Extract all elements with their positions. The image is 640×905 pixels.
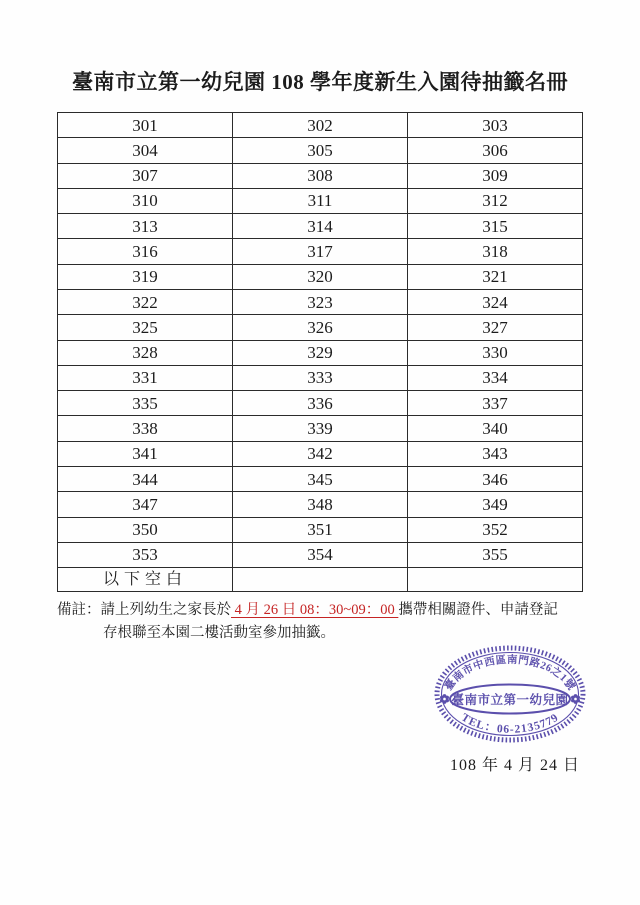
table-cell: 346 <box>408 466 583 491</box>
lottery-table-body <box>58 113 583 592</box>
table-cell: 353 <box>58 542 233 567</box>
table-cell: 340 <box>408 416 583 441</box>
table-cell <box>233 568 408 592</box>
table-cell: 304 <box>58 138 233 163</box>
table-cell: 以下空白 <box>58 568 233 592</box>
table-cell: 348 <box>233 492 408 517</box>
table-cell: 320 <box>233 264 408 289</box>
table-cell: 325 <box>58 315 233 340</box>
table-cell: 318 <box>408 239 583 264</box>
stamp-tel-text: TEL：06-2135779 <box>458 711 562 736</box>
note-line-1 <box>57 599 617 622</box>
note-line-2: 存根聯至本園二樓活動室參加抽籤。 <box>103 624 335 641</box>
table-cell: 322 <box>58 289 233 314</box>
table-cell: 351 <box>233 517 408 542</box>
stamp-address-text: 臺南市中西區南門路26之1號 <box>443 654 577 693</box>
table-row <box>58 441 583 466</box>
table-cell: 338 <box>58 416 233 441</box>
table-cell: 331 <box>58 365 233 390</box>
table-cell: 311 <box>233 188 408 213</box>
table-row <box>58 466 583 491</box>
table-cell: 347 <box>58 492 233 517</box>
table-cell: 301 <box>58 113 233 138</box>
table-cell: 339 <box>233 416 408 441</box>
table-cell: 337 <box>408 391 583 416</box>
table-row <box>58 163 583 188</box>
table-cell: 312 <box>408 188 583 213</box>
table-row <box>58 391 583 416</box>
table-cell <box>408 568 583 592</box>
table-row <box>58 138 583 163</box>
table-cell: 316 <box>58 239 233 264</box>
page-title: 臺南市立第一幼兒園 108 學年度新生入園待抽籤名冊 <box>72 70 568 94</box>
table-cell: 354 <box>233 542 408 567</box>
table-row <box>58 568 583 592</box>
table-cell: 335 <box>58 391 233 416</box>
table-cell: 302 <box>233 113 408 138</box>
table-cell: 341 <box>58 441 233 466</box>
table-cell: 334 <box>408 365 583 390</box>
table-cell: 350 <box>58 517 233 542</box>
table-cell: 345 <box>233 466 408 491</box>
note-label: 備註： <box>57 602 101 618</box>
table-cell: 307 <box>58 163 233 188</box>
table-cell: 315 <box>408 214 583 239</box>
svg-text:TEL：06-2135779 <box>459 711 561 735</box>
table-row <box>58 340 583 365</box>
table-row <box>58 416 583 441</box>
table-cell: 349 <box>408 492 583 517</box>
table-row <box>58 289 583 314</box>
table-cell: 333 <box>233 365 408 390</box>
table-cell: 323 <box>233 289 408 314</box>
table-cell: 303 <box>408 113 583 138</box>
table-cell: 327 <box>408 315 583 340</box>
lottery-number-table <box>57 112 583 592</box>
table-row <box>58 542 583 567</box>
table-cell: 309 <box>408 163 583 188</box>
table-cell: 342 <box>233 441 408 466</box>
table-cell: 317 <box>233 239 408 264</box>
table-cell: 326 <box>233 315 408 340</box>
table-row <box>58 113 583 138</box>
stamp-name-text: 臺南市立第一幼兒園 <box>451 692 569 707</box>
table-cell: 343 <box>408 441 583 466</box>
table-cell: 313 <box>58 214 233 239</box>
table-row <box>58 214 583 239</box>
table-cell: 306 <box>408 138 583 163</box>
note-highlight: 4 月 26 日 08：30~09：00 <box>231 602 399 618</box>
table-cell: 330 <box>408 340 583 365</box>
table-row <box>58 365 583 390</box>
table-row <box>58 517 583 542</box>
table-cell: 321 <box>408 264 583 289</box>
note-suffix: 攜帶相關證件、申請登記 <box>398 602 558 618</box>
table-row <box>58 188 583 213</box>
table-cell: 314 <box>233 214 408 239</box>
kindergarten-seal-stamp <box>431 644 589 744</box>
table-cell: 319 <box>58 264 233 289</box>
table-cell: 324 <box>408 289 583 314</box>
table-cell: 308 <box>233 163 408 188</box>
table-row <box>58 239 583 264</box>
table-cell: 352 <box>408 517 583 542</box>
table-cell: 305 <box>233 138 408 163</box>
table-cell: 344 <box>58 466 233 491</box>
document-date: 108 年 4 月 24 日 <box>449 757 580 774</box>
table-row <box>58 492 583 517</box>
table-row <box>58 315 583 340</box>
table-cell: 355 <box>408 542 583 567</box>
table-cell: 310 <box>58 188 233 213</box>
table-cell: 328 <box>58 340 233 365</box>
note <box>57 599 617 644</box>
note-prefix: 請上列幼生之家長於 <box>100 602 231 618</box>
table-cell: 329 <box>233 340 408 365</box>
table-cell: 336 <box>233 391 408 416</box>
table-row <box>58 264 583 289</box>
